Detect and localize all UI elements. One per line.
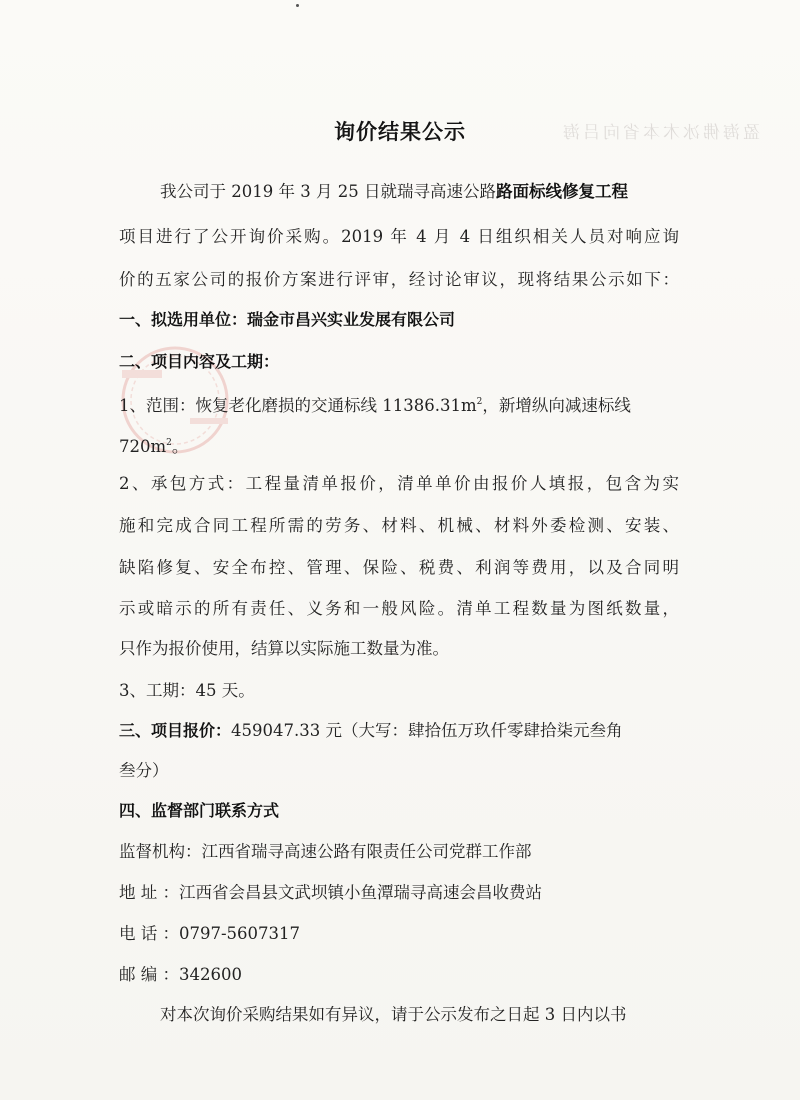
scope-superscript: 2 bbox=[476, 397, 483, 407]
scope-area-tail: 。 bbox=[171, 437, 189, 456]
quote-label: 三、项目报价： bbox=[119, 721, 232, 740]
closing-line: 对本次询价采购结果如有异议，请于公示发布之日起 3 日内以书 bbox=[160, 1005, 627, 1024]
scan-speck bbox=[296, 4, 299, 7]
contract-line: 只作为报价使用，结算以实际施工数量为准。 bbox=[119, 639, 449, 658]
contract-line: 缺陷修复、安全布控、管理、保险、税费、利润等费用，以及合同明 bbox=[119, 558, 679, 577]
intro-line-2: 项目进行了公开询价采购。2019 年 4 月 4 日组织相关人员对响应询 bbox=[119, 227, 679, 246]
scope-line-2 bbox=[119, 432, 679, 458]
quote-line-2: 叁分） bbox=[119, 761, 169, 780]
page-title: 询价结果公示 bbox=[334, 120, 466, 144]
contract-line: 施和完成合同工程所需的劳务、材料、机械、材料外委检测、安装、 bbox=[119, 516, 679, 535]
scope-text-tail: ，新增纵向减速标线 bbox=[482, 396, 631, 415]
intro-line-1 bbox=[160, 181, 679, 203]
bleed-through-text: 盈海佛冰木本省向吕海 bbox=[560, 123, 760, 143]
scope-area: 720m bbox=[119, 437, 167, 456]
contract-line: 2、承包方式：工程量清单报价，清单单价由报价人填报，包含为实 bbox=[119, 474, 679, 493]
supervisor-address: 地 址 ：江西省会昌县文武坝镇小鱼潭瑞寻高速会昌收费站 bbox=[119, 883, 542, 902]
contract-line: 示或暗示的所有责任、义务和一般风险。清单工程数量为图纸数量， bbox=[119, 599, 679, 618]
intro-text: 我公司于 2019 年 3 月 25 日就瑞寻高速公路 bbox=[160, 182, 496, 201]
scope-text: 1、范围：恢复老化磨损的交通标线 11386.31m bbox=[119, 396, 477, 415]
selected-unit-label: 一、拟选用单位： bbox=[119, 310, 248, 329]
supervisor-postcode: 邮 编 ：342600 bbox=[119, 965, 242, 984]
project-name: 路面标线修复工程 bbox=[495, 182, 628, 201]
quote-line-1 bbox=[119, 720, 679, 742]
quote-amount: 459047.33 元（大写：肆拾伍万玖仟零肆拾柒元叁角 bbox=[231, 721, 623, 740]
intro-line-3: 价的五家公司的报价方案进行评审，经讨论审议，现将结果公示如下： bbox=[119, 270, 679, 289]
scope-line-1 bbox=[119, 391, 679, 417]
selected-unit bbox=[119, 309, 679, 331]
supervisor-org: 监督机构：江西省瑞寻高速公路有限责任公司党群工作部 bbox=[119, 842, 532, 861]
duration-line: 3、工期：45 天。 bbox=[119, 681, 255, 700]
selected-unit-value: 瑞金市昌兴实业发展有限公司 bbox=[247, 310, 456, 329]
scope-area-superscript: 2 bbox=[166, 438, 172, 448]
section-4-heading: 四、监督部门联系方式 bbox=[119, 801, 280, 820]
section-2-heading: 二、项目内容及工期： bbox=[119, 352, 280, 371]
supervisor-phone: 电 话 ：0797-5607317 bbox=[119, 924, 301, 943]
